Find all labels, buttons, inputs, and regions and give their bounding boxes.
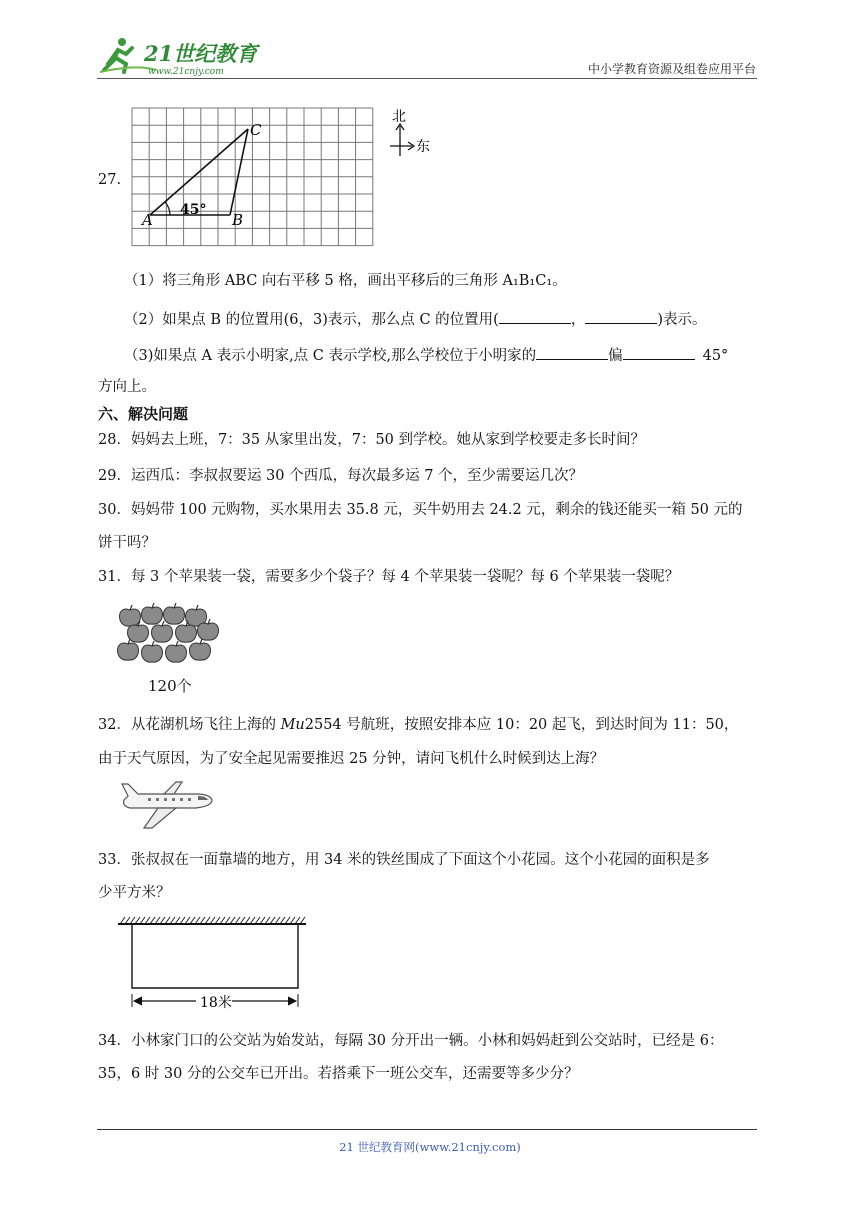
garden-figure xyxy=(114,912,310,1010)
answer-blank-c-x[interactable] xyxy=(499,309,571,324)
q27-sub3-cont: 方向上。 xyxy=(98,379,156,395)
compass-north: 北 xyxy=(392,109,406,125)
compass-icon xyxy=(386,106,436,158)
q34-line1: 34．小林家门口的公交站为始发站，每隔 30 分开出一辆。小林和妈妈赶到公交站时，已经是 6： xyxy=(98,1033,724,1049)
header-platform-text: 中小学教育资源及组卷应用平台 xyxy=(587,62,756,76)
q34-line2: 35，6 时 30 分的公交车已开出。若搭乘下一班公交车，还需要等多少分？ xyxy=(98,1066,579,1082)
airplane-icon xyxy=(118,778,216,834)
label-b: B xyxy=(232,211,244,229)
q27-sub3: （3)如果点 A 表示小明家,点 C 表示学校,那么学校位于小明家的 偏 45° xyxy=(124,345,728,366)
apples-icon xyxy=(116,600,222,670)
footer-divider xyxy=(97,1129,757,1130)
label-angle: 45° xyxy=(180,202,207,218)
site-logo xyxy=(96,34,266,78)
compass-east: 东 xyxy=(416,139,430,155)
answer-blank-direction-1[interactable] xyxy=(536,345,608,360)
q29: 29．运西瓜：李叔叔要运 30 个西瓜，每次最多运 7 个，至少需要运几次？ xyxy=(98,468,584,484)
label-c: C xyxy=(250,121,262,139)
section-title: 六、解决问题 xyxy=(98,405,189,423)
answer-blank-direction-2[interactable] xyxy=(623,345,695,360)
angle-arc xyxy=(165,202,170,215)
header-divider xyxy=(97,78,757,79)
q28: 28．妈妈去上班，7：35 从家里出发，7：50 到学校。她从家到学校要走多长时间？ xyxy=(98,432,646,448)
q32-line1: 32．从花湖机场飞往上海的 Mu2554 号航班，按照安排本应 10：20 起飞，到达时间为 11：50， xyxy=(98,717,739,733)
q33-line2: 少平方米？ xyxy=(98,885,171,901)
apples-caption: 120个 xyxy=(148,677,192,695)
q30-line2: 饼干吗？ xyxy=(98,535,156,551)
answer-blank-c-y[interactable] xyxy=(585,309,657,324)
q31: 31．每 3 个苹果装一袋，需要多少个袋子？每 4 个苹果装一袋呢？每 6 个苹果装一袋呢？ xyxy=(98,569,680,585)
q27-sub2: （2）如果点 B 的位置用(6，3)表示，那么点 C 的位置用( ， )表示。 xyxy=(124,309,707,330)
q27-grid-figure xyxy=(128,104,380,252)
logo-text: 21世纪教育 xyxy=(144,41,258,66)
q27-sub1: （1）将三角形 ABC 向右平移 5 格，画出平移后的三角形 A₁B₁C₁。 xyxy=(124,273,567,289)
fence-outline xyxy=(132,924,298,988)
q30-line1: 30．妈妈带 100 元购物，买水果用去 35.8 元，买牛奶用去 24.2 元，剩余的钱还能买一箱 50 元的 xyxy=(98,502,743,518)
garden-length-label: 18米 xyxy=(200,995,232,1010)
q32-line2: 由于天气原因，为了安全起见需要推迟 25 分钟，请问飞机什么时候到达上海？ xyxy=(98,751,605,767)
footer-text: 21 世纪教育网(www.21cnjy.com) xyxy=(339,1140,521,1154)
q33-line1: 33．张叔叔在一面靠墙的地方，用 34 米的铁丝围成了下面这个小花园。这个小花园的面积是多 xyxy=(98,852,710,868)
label-a: A xyxy=(142,211,153,229)
logo-url: www.21cnjy.com xyxy=(148,67,224,77)
q27-number: 27. xyxy=(98,172,122,188)
